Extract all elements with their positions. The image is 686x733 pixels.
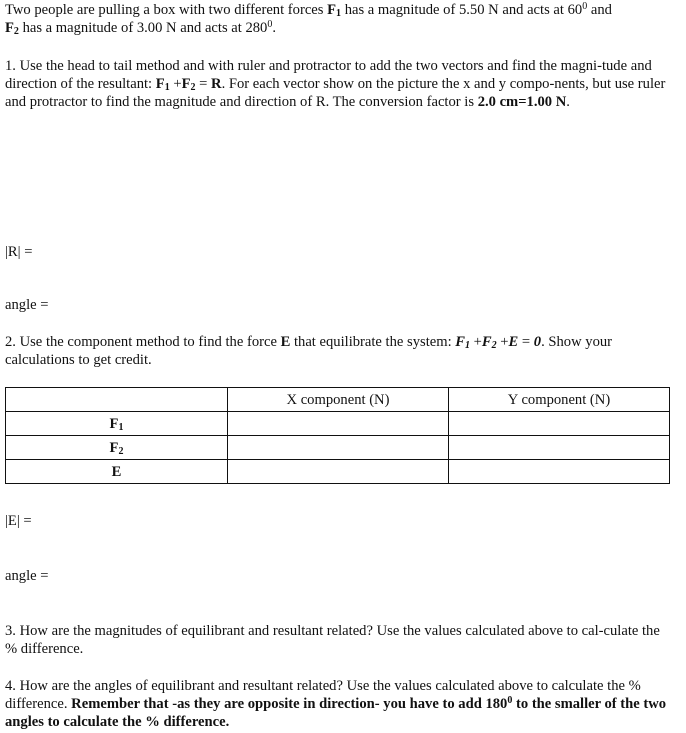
table-row: [6, 460, 670, 484]
row-label-f1: $F_1$: [6, 412, 228, 436]
table-cell-f1-x[interactable]: [228, 412, 449, 436]
table-cell-e-x[interactable]: [228, 460, 449, 484]
resultant-magnitude-label: |R| =: [5, 244, 33, 260]
q1-f2-symbol: $F_2$: [181, 76, 196, 93]
intro-text: has a magnitude of 5.50 N and acts at 60: [341, 2, 583, 18]
q2-e-symbol: E: [280, 334, 291, 350]
table-header-cell: Y component (N): [449, 388, 670, 412]
resultant-angle-label: angle =: [5, 297, 49, 313]
question-2: 2. Use the component method to find the force E that equilibrate the system: $F_1 +F_2 +E = 0$. Show your calculations to get credit.: [5, 334, 613, 368]
table-header-cell: X component (N): [228, 388, 449, 412]
q1-f1-symbol: $F_1$: [155, 76, 170, 93]
table-cell-f1-y[interactable]: [449, 412, 670, 436]
intro-text: and: [587, 2, 612, 18]
table-cell-f2-y[interactable]: [449, 436, 670, 460]
degree-mark: 0: [267, 19, 273, 30]
question-3: 3. How are the magnitudes of equilibrant and resultant related? Use the values calculated above to cal-culate the % difference.: [5, 623, 660, 657]
intro-text: .: [272, 20, 277, 36]
table-row: [6, 412, 670, 436]
table-header-row: [6, 388, 670, 412]
table-row: [6, 436, 670, 460]
intro-paragraph: [5, 1, 673, 37]
conversion-factor: 2.0 cm=1.00 N: [477, 94, 567, 110]
question-4: 4. How are the angles of equilibrant and resultant related? Use the values calculated above to calculate the % difference. Remember that -as they are opposite in direction- you have to add $180^0$ to the smaller of the two angles to calculate the % difference.: [5, 678, 667, 730]
intro-text: Two people are pulling a box with two different forces: [5, 2, 328, 18]
question-1: 1. Use the head to tail method and with ruler and protractor to add the two vectors and find the magni-tude and direction of the resultant: $F_1 +F_2 = R$. For each vector show on the picture the x and y compo-nents, but use ruler and protractor to find the magnitude and direction of R. The conversion factor is 2.0 cm=1.00 N.: [5, 58, 666, 110]
equilibrant-angle-label: angle =: [5, 568, 49, 584]
table-cell-f2-x[interactable]: [228, 436, 449, 460]
components-table: [5, 387, 670, 484]
q2-equation: $F_1$: [455, 334, 471, 351]
q4-reminder: Remember that -as they are opposite in direction- you have to add $180^0$ to the smaller of the two angles to calculate the % difference.: [5, 695, 667, 730]
force-f1-symbol: $F_1$: [327, 2, 342, 19]
q1-r-symbol: R: [211, 76, 222, 92]
degree-mark: 0: [582, 1, 588, 12]
table-header-cell: [6, 388, 228, 412]
table-cell-e-y[interactable]: [449, 460, 670, 484]
intro-text: has a magnitude of 3.00 N and acts at 280: [18, 20, 268, 36]
force-f2-symbol: $F_2$: [5, 20, 19, 37]
row-label-f2: $F_2$: [6, 436, 228, 460]
equilibrant-magnitude-label: |E| =: [5, 513, 32, 529]
row-label-e: E: [6, 460, 228, 484]
